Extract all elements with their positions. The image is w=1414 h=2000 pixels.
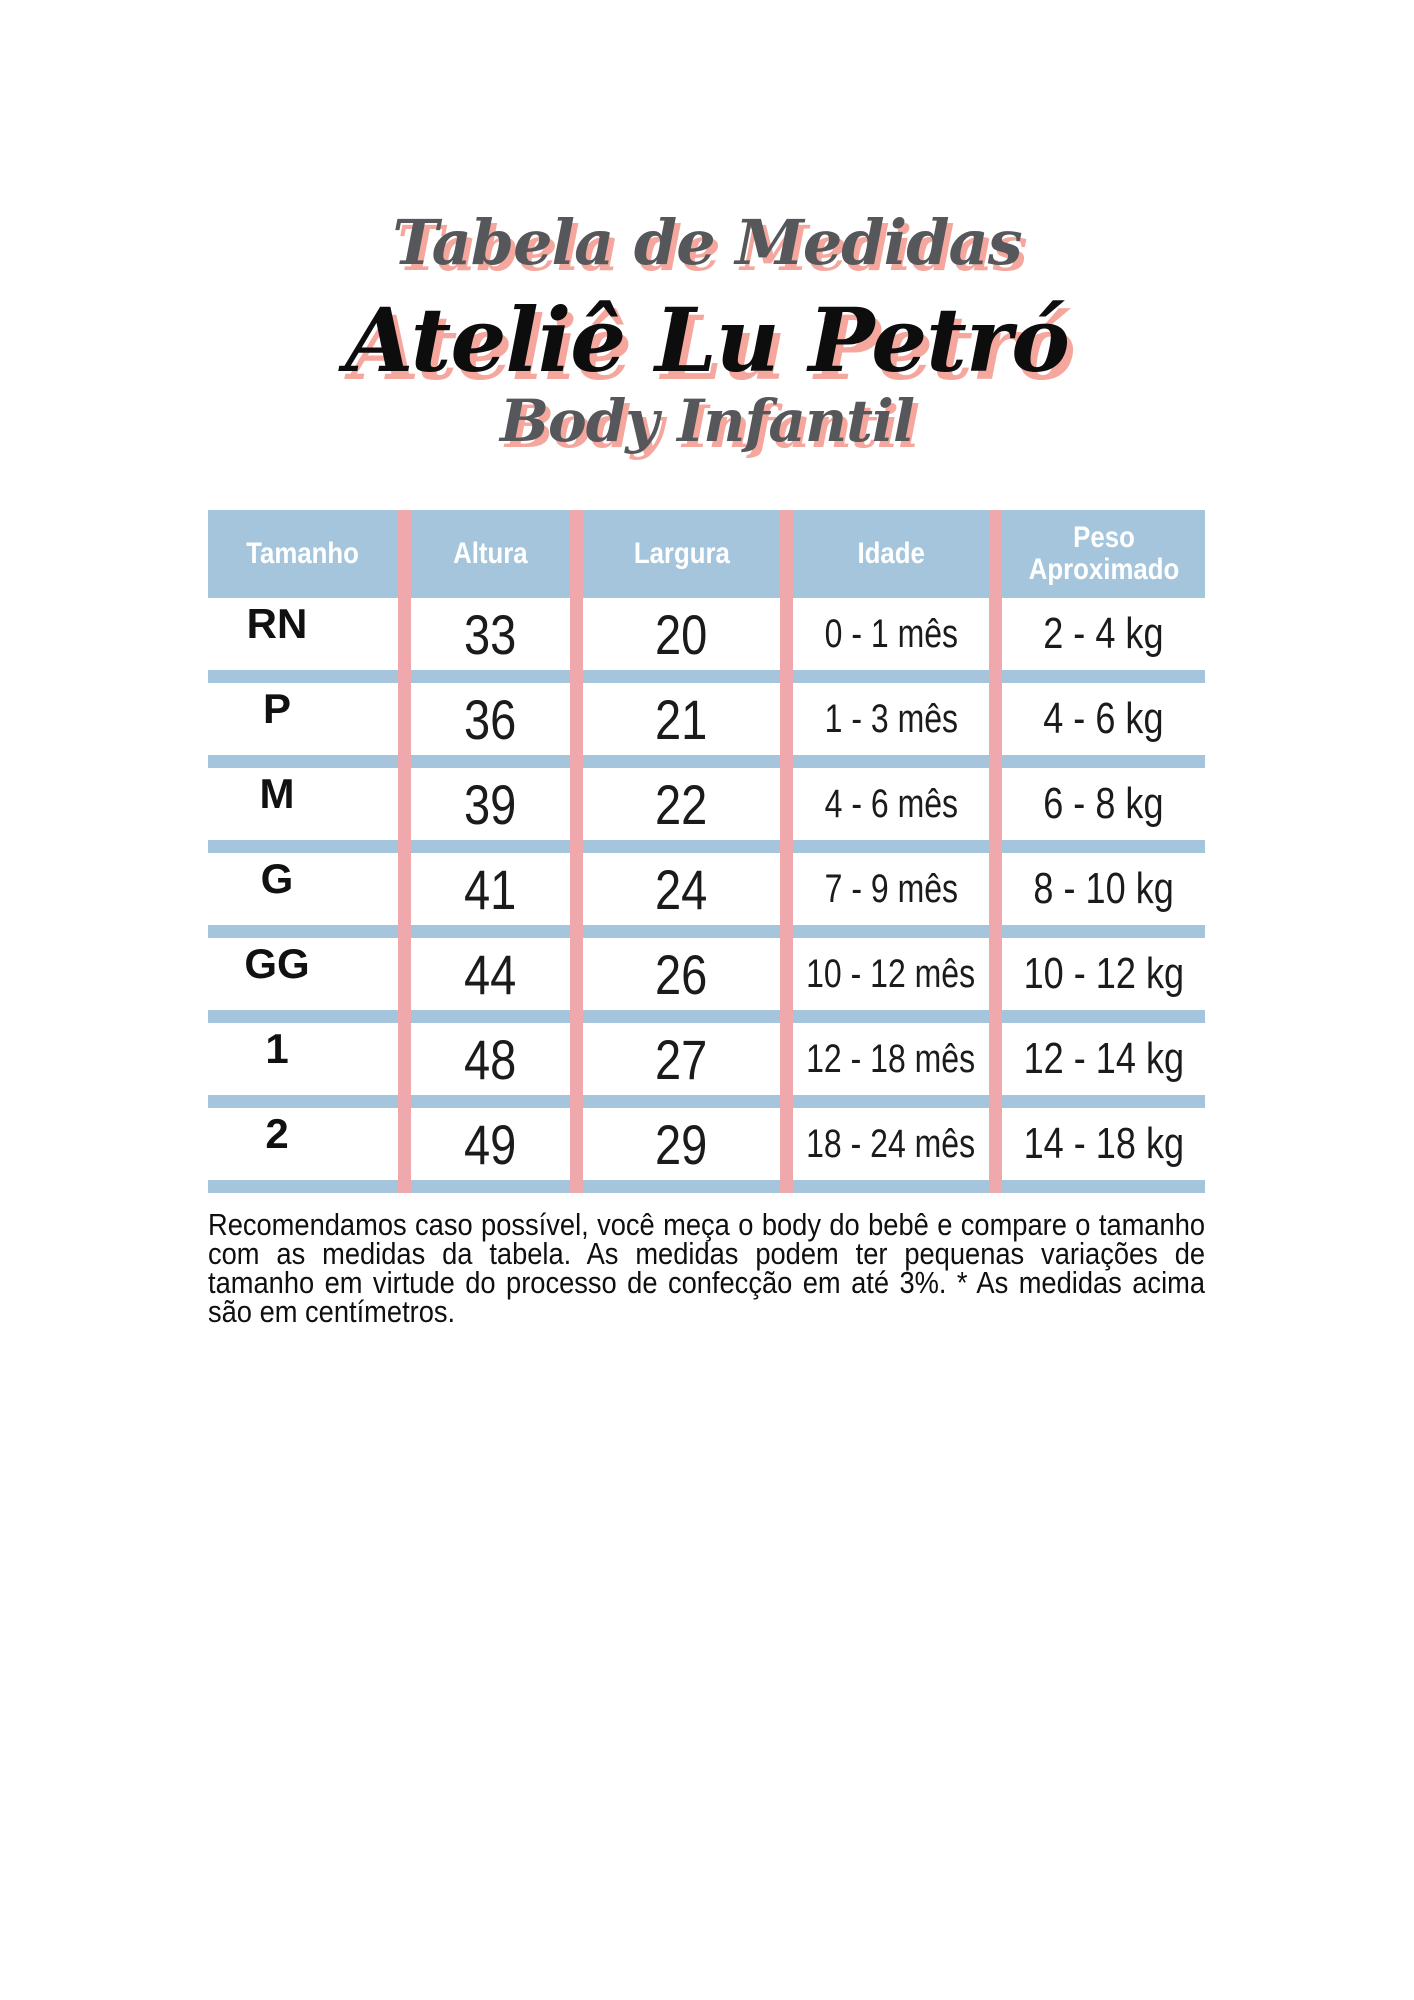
column-separator <box>398 510 411 1193</box>
size-value: GG <box>244 940 310 987</box>
cell-idade <box>793 598 989 670</box>
cell-largura <box>583 768 780 840</box>
altura-value: 48 <box>464 1027 517 1091</box>
cell-size <box>208 938 398 1010</box>
cell-idade <box>793 1023 989 1095</box>
cell-largura <box>583 683 780 755</box>
size-table <box>208 510 1205 1193</box>
row-separator <box>208 1095 1205 1108</box>
row-separator <box>208 1180 1205 1193</box>
cell-largura <box>583 598 780 670</box>
table-row <box>208 853 1205 925</box>
size-value: P <box>262 685 291 732</box>
peso-value: 14 - 18 kg <box>1023 1119 1184 1168</box>
peso-value: 2 - 4 kg <box>1043 609 1164 658</box>
cell-peso <box>1002 683 1205 755</box>
idade-value: 1 - 3 mês <box>824 696 958 741</box>
footnote <box>208 1207 1206 1329</box>
cell-altura <box>411 768 570 840</box>
largura-value: 21 <box>655 687 708 751</box>
cell-largura <box>583 1023 780 1095</box>
product-subtitle: Body Infantil <box>499 387 914 455</box>
cell-idade <box>793 853 989 925</box>
idade-value: 0 - 1 mês <box>824 611 958 656</box>
size-value: G <box>260 855 294 902</box>
table-row <box>208 598 1205 670</box>
largura-value: 20 <box>655 602 708 666</box>
cell-largura <box>583 1108 780 1180</box>
largura-value: 26 <box>655 942 708 1006</box>
column-header-altura: Altura <box>453 537 528 571</box>
idade-value: 10 - 12 mês <box>806 951 976 996</box>
idade-value: 12 - 18 mês <box>806 1036 976 1081</box>
peso-value: 6 - 8 kg <box>1043 779 1164 828</box>
size-value: 1 <box>265 1025 289 1072</box>
cell-size <box>208 1023 398 1095</box>
size-value: 2 <box>265 1110 289 1157</box>
table-row <box>208 768 1205 840</box>
size-value: M <box>259 770 295 817</box>
table-body <box>208 598 1205 1193</box>
peso-value: 4 - 6 kg <box>1043 694 1164 743</box>
cell-largura <box>583 938 780 1010</box>
largura-value: 22 <box>655 772 708 836</box>
column-header-idade: Idade <box>857 537 925 571</box>
cell-peso <box>1002 853 1205 925</box>
page-title: Tabela de Medidas <box>392 206 1022 279</box>
column-header-largura: Largura <box>633 537 730 571</box>
column-separator <box>780 510 793 1193</box>
column-header-tamanho: Tamanho <box>246 537 360 571</box>
cell-idade <box>793 768 989 840</box>
cell-peso <box>1002 598 1205 670</box>
row-separator <box>208 755 1205 768</box>
header-cell-idade <box>793 510 989 598</box>
idade-value: 7 - 9 mês <box>824 866 958 911</box>
cell-size <box>208 1108 398 1180</box>
cell-idade <box>793 938 989 1010</box>
cell-idade <box>793 1108 989 1180</box>
cell-peso <box>1002 1023 1205 1095</box>
altura-value: 49 <box>464 1112 517 1176</box>
cell-size <box>208 768 398 840</box>
column-separator <box>570 510 583 1193</box>
cell-idade <box>793 683 989 755</box>
table-row <box>208 938 1205 1010</box>
cell-altura <box>411 1023 570 1095</box>
size-value: RN <box>246 600 308 647</box>
idade-value: 18 - 24 mês <box>806 1121 976 1166</box>
cell-peso <box>1002 938 1205 1010</box>
cell-altura <box>411 938 570 1010</box>
cell-size <box>208 598 398 670</box>
row-separator <box>208 840 1205 853</box>
header-cell-altura <box>411 510 570 598</box>
cell-altura <box>411 1108 570 1180</box>
row-separator <box>208 925 1205 938</box>
peso-value: 10 - 12 kg <box>1023 949 1184 998</box>
peso-value: 12 - 14 kg <box>1023 1034 1184 1083</box>
peso-value: 8 - 10 kg <box>1033 864 1174 913</box>
table-row <box>208 1023 1205 1095</box>
largura-value: 24 <box>655 857 708 921</box>
altura-value: 39 <box>464 772 517 836</box>
altura-value: 33 <box>464 602 517 666</box>
cell-altura <box>411 683 570 755</box>
table-row <box>208 683 1205 755</box>
cell-altura <box>411 598 570 670</box>
cell-peso <box>1002 768 1205 840</box>
header-cell-tamanho <box>208 510 398 598</box>
header-cell-peso <box>1002 510 1205 598</box>
table-row <box>208 1108 1205 1180</box>
column-header-peso: Peso Aproximado <box>1028 521 1179 586</box>
largura-value: 27 <box>655 1027 708 1091</box>
altura-value: 44 <box>464 942 517 1006</box>
cell-size <box>208 683 398 755</box>
brand-title: Ateliê Lu Petró <box>345 288 1069 392</box>
table-header <box>208 510 1205 598</box>
column-separator <box>989 510 1002 1193</box>
cell-largura <box>583 853 780 925</box>
altura-value: 36 <box>464 687 517 751</box>
cell-size <box>208 853 398 925</box>
footnote-text: Recomendamos caso possível, você meça o body do bebê e compare o tamanho com as medidas da tabela. As medidas podem ter pequenas variações de tamanho em virtude do processo de confecção em até 3%. * As medidas acima são em centímetros. <box>208 1207 1206 1329</box>
row-separator <box>208 1010 1205 1023</box>
altura-value: 41 <box>464 857 517 921</box>
header-cell-largura <box>583 510 780 598</box>
row-separator <box>208 670 1205 683</box>
cell-altura <box>411 853 570 925</box>
largura-value: 29 <box>655 1112 708 1176</box>
cell-peso <box>1002 1108 1205 1180</box>
idade-value: 4 - 6 mês <box>824 781 958 826</box>
